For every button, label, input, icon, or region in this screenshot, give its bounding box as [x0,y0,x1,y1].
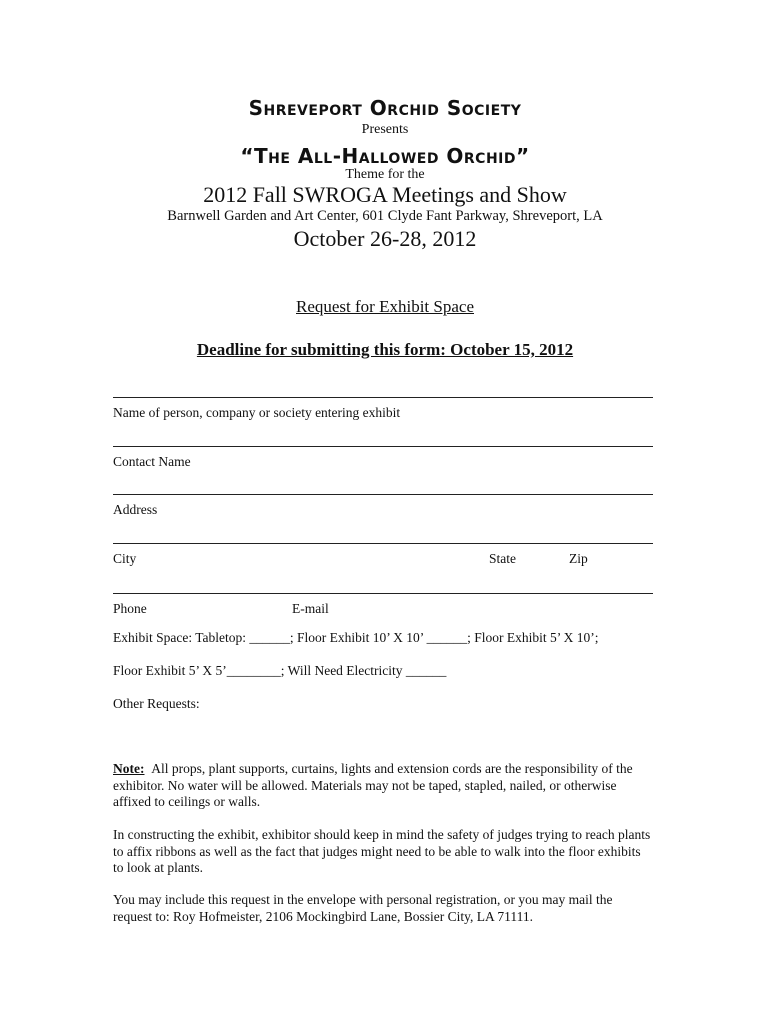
venue-line: Barnwell Garden and Art Center, 601 Clyde Fant Parkway, Shreveport, LA [167,208,603,224]
contact-field[interactable] [113,446,653,472]
presents-line: Presents [361,122,409,137]
city-state-zip-field[interactable] [113,543,653,569]
safety-paragraph: In constructing the exhibit, exhibitor should keep in mind the safety of judges trying to reach plants to affix ribbons as well as the fact that judges might need to be able to walk into the floor exhibits to look at plants. [113,827,651,875]
theme-for-line: Theme for the [345,167,425,182]
other-requests-label: Other Requests: [113,696,200,711]
note-paragraph [113,761,653,811]
event-dates: October 26-28, 2012 [293,226,477,251]
email-label: E-mail [292,601,329,616]
phone-email-field[interactable] [113,593,653,619]
city-state-zip-line[interactable] [113,543,653,544]
contact-label: Contact Name [113,454,191,469]
mail-paragraph: You may include this request in the envelope with personal registration, or you may mail the request to: Roy Hofmeister, 2106 Mockingbird Lane, Bossier City, LA 71111. [113,892,613,924]
event-title: 2012 Fall SWROGA Meetings and Show [203,182,567,207]
state-label: State [489,551,516,566]
entrant-line[interactable] [113,397,653,398]
note-label: Note: [113,761,145,776]
exhibit-space-line-1: Exhibit Space: Tabletop: ______; Floor Exhibit 10’ X 10’ ______; Floor Exhibit 5’ X 10’; [113,630,599,645]
city-label: City [113,551,137,566]
organization-name: Shreveport Orchid Society [248,96,522,120]
note-text: All props, plant supports, curtains, lights and extension cords are the responsibility of the exhibitor. No water will be allowed. Materials may not be taped, stapled, nailed, or otherwise affixed to ceilings or walls. [113,761,633,809]
deadline-line: Deadline for submitting this form: October 15, 2012 [196,340,574,359]
phone-email-line[interactable] [113,593,653,594]
phone-label: Phone [113,601,147,616]
contact-line[interactable] [113,446,653,447]
entrant-field[interactable] [113,397,653,423]
address-line[interactable] [113,494,653,495]
address-label: Address [113,502,158,517]
exhibit-space-line-2: Floor Exhibit 5’ X 5’________; Will Need Electricity ______ [113,663,447,678]
form-title: Request for Exhibit Space [296,297,474,316]
theme-title: “The All-Hallowed Orchid” [240,144,530,168]
zip-label: Zip [569,551,588,566]
address-field[interactable] [113,494,653,520]
entrant-label: Name of person, company or society entering exhibit [113,405,401,420]
